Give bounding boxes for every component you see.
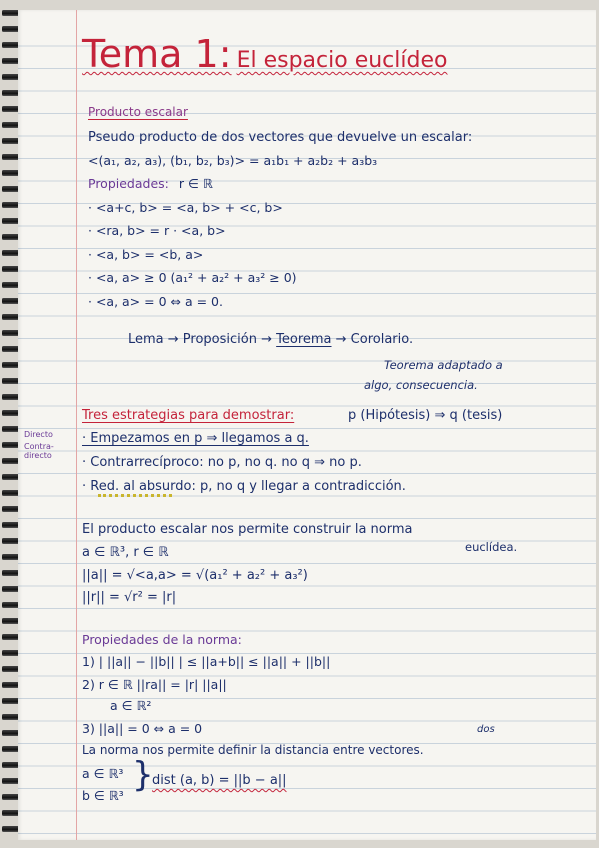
section-heading-producto-escalar: Producto escalar [88, 105, 188, 119]
norm-property-1: 1) | ||a|| − ||b|| | ≤ ||a+b|| ≤ ||a|| + ||b|| [82, 654, 331, 669]
norm-domain: a ∈ ℝ³, r ∈ ℝ [82, 545, 169, 560]
norm-formula: ||a|| = √<a,a> = √(a₁² + a₂² + a₃²) [82, 568, 308, 583]
notebook-page [18, 10, 596, 840]
insertion-dos: dos [477, 724, 495, 735]
property-item: · <a+c, b> = <a, b> + <c, b> [88, 200, 283, 215]
norm-intro-cont: euclídea. [465, 540, 518, 554]
corollary-note-line1: Teorema adaptado a [384, 358, 503, 372]
theorem-chain: Lema → Proposición → Teorema → Corolario. [128, 332, 414, 347]
strategies-heading: Tres estrategias para demostrar: [82, 408, 295, 423]
strategies-heading-right: p (Hipótesis) ⇒ q (tesis) [348, 408, 503, 423]
property-item: · <a, a> ≥ 0 (a₁² + a₂² + a₃² ≥ 0) [88, 270, 297, 285]
vector-a-domain: a ∈ ℝ³ [82, 766, 124, 781]
corollary-note-line2: algo, consecuencia. [364, 378, 478, 392]
strategy-direct: · Empezamos en p ⇒ llegamos a q. [82, 431, 309, 446]
distance-definition: La norma nos permite definir la distancia entre vectores. [82, 743, 424, 757]
page-title: Tema 1: El espacio euclídeo [82, 32, 448, 76]
side-note-contradirecto: Contra- directo [24, 442, 54, 460]
property-item: · <a, b> = <b, a> [88, 247, 204, 262]
strategy-absurd: · Red. al absurdo: p, no q y llegar a contradicción. [82, 479, 406, 494]
side-note-directo: Directo [24, 430, 53, 439]
properties-heading: Propiedades: r ∈ ℝ [88, 176, 213, 191]
dot-product-formula: <(a₁, a₂, a₃), (b₁, b₂, b₃)> = a₁b₁ + a₂b₂ + a₃b₃ [88, 153, 378, 168]
strategy-contrapositive: · Contrarrecíproco: no p, no q. no q ⇒ no p. [82, 455, 362, 470]
property-item: · <ra, b> = r · <a, b> [88, 223, 226, 238]
absurd-underline-accent [98, 484, 172, 497]
distance-formula: dist (a, b) = ||b − a|| [152, 773, 287, 788]
property-item: · <a, a> = 0 ⇔ a = 0. [88, 294, 223, 309]
margin-line [76, 10, 77, 840]
norm-intro: El producto escalar nos permite construir la norma [82, 522, 413, 537]
norm-property-2-domain: a ∈ ℝ² [110, 698, 152, 713]
norm-property-2: 2) r ∈ ℝ ||ra|| = |r| ||a|| [82, 677, 227, 692]
norm-property-3: 3) ||a|| = 0 ⇔ a = 0 [82, 721, 203, 736]
intro-text: Pseudo producto de dos vectores que devuelve un escalar: [88, 130, 473, 145]
brace: } [132, 755, 154, 795]
norm-scalar: ||r|| = √r² = |r| [82, 590, 177, 605]
norm-properties-heading: Propiedades de la norma: [82, 632, 242, 647]
vector-b-domain: b ∈ ℝ³ [82, 788, 124, 803]
